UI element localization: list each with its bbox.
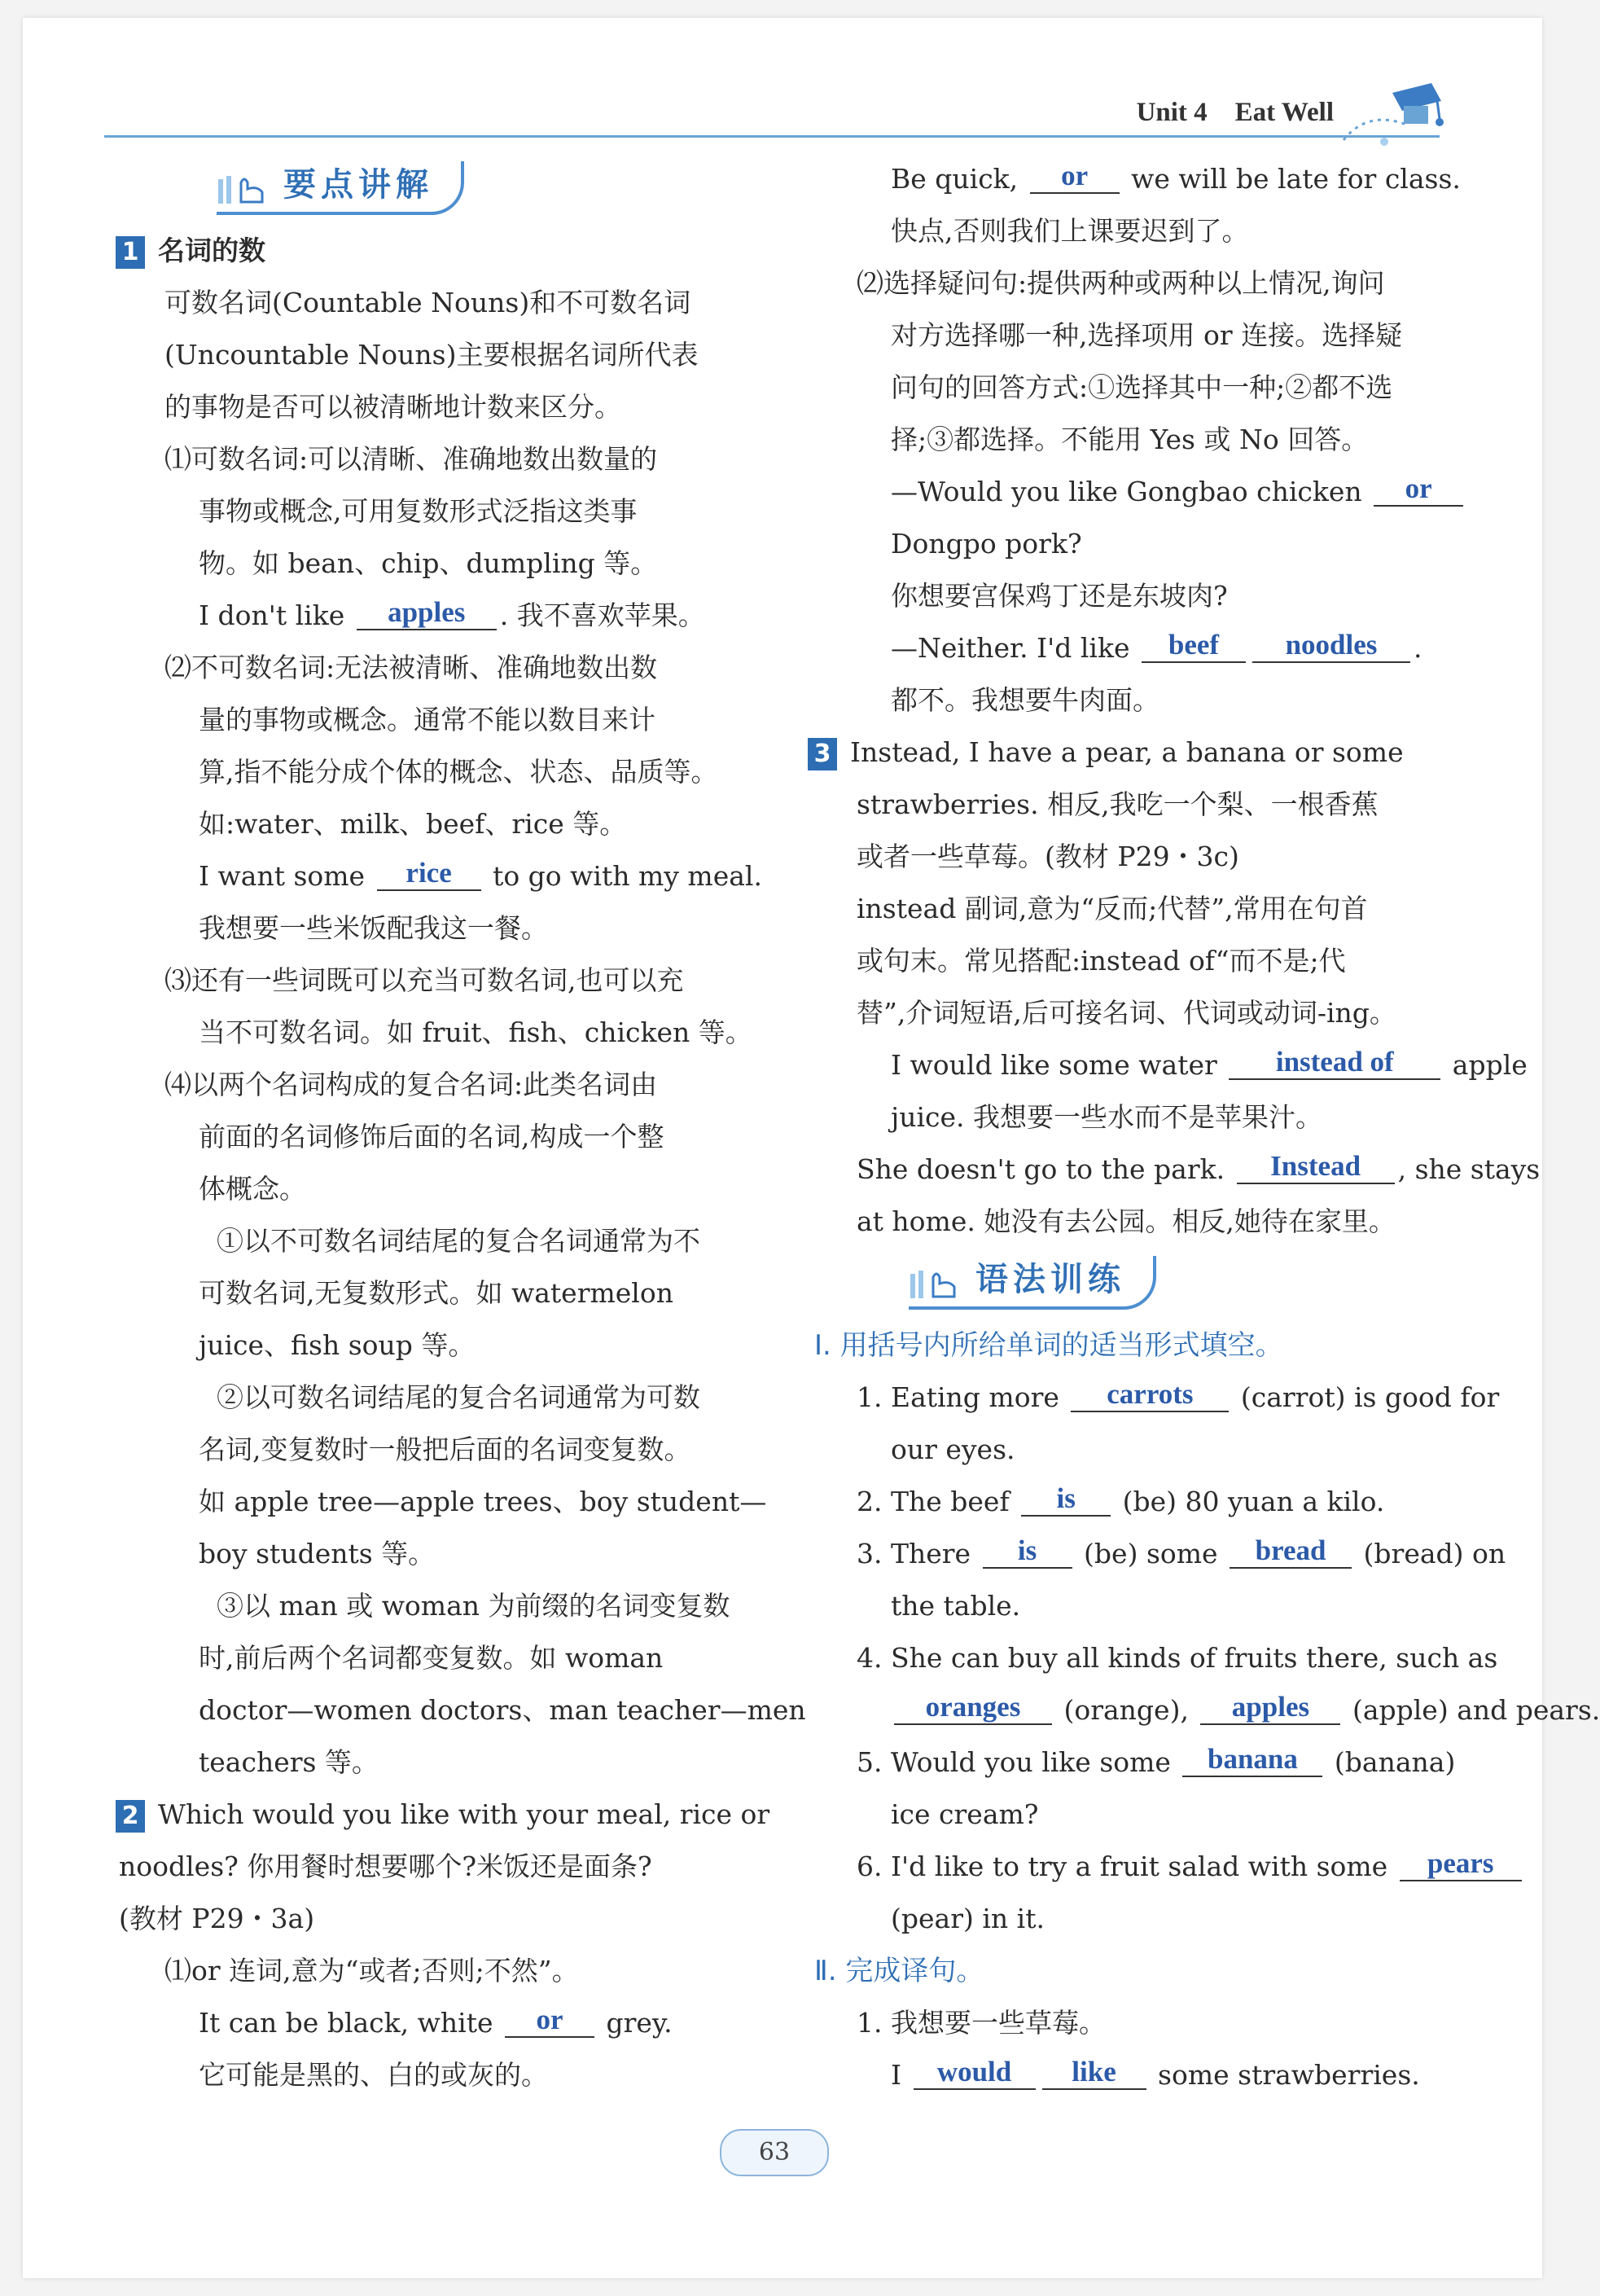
text-line	[811, 883, 1462, 935]
line-text: ice cream?	[891, 1798, 1039, 1830]
line-text: —Would you like Gongbao chicken	[891, 476, 1371, 507]
line-text: ⑵选择疑问句:提供两种或两种以上情况,询问	[857, 267, 1385, 299]
text-line	[119, 1580, 770, 1632]
text-line	[119, 1841, 770, 1893]
text-line	[811, 1091, 1462, 1144]
answer-blank[interactable]: is	[983, 1534, 1072, 1569]
answer-blank[interactable]: would	[914, 2056, 1036, 2090]
text-line	[119, 1372, 770, 1424]
text-line	[811, 1893, 1462, 1945]
answer-blank[interactable]: rice	[377, 857, 481, 891]
line-text: the table.	[891, 1590, 1021, 1622]
text-line	[119, 1267, 770, 1319]
text-line	[811, 935, 1462, 987]
text-line	[811, 674, 1462, 727]
text-line	[119, 1111, 770, 1163]
line-text: (banana)	[1326, 1746, 1456, 1778]
text-line	[811, 570, 1462, 622]
text-line	[119, 1528, 770, 1580]
line-text: 1. 我想要一些草莓。	[857, 2007, 1106, 2039]
line-text: She doesn't go to the park.	[857, 1153, 1234, 1185]
unit-heading	[1137, 98, 1334, 128]
text-line	[811, 518, 1462, 570]
line-text: —Neither. I'd like	[891, 632, 1138, 664]
text-line	[119, 1007, 770, 1059]
line-text: we will be late for class.	[1122, 163, 1461, 195]
text-line	[811, 1476, 1462, 1528]
text-line	[119, 1424, 770, 1476]
text-line	[119, 225, 770, 277]
line-text: 事物或概念,可用复数形式泛指这类事	[199, 495, 638, 527]
answer-blank[interactable]: like	[1042, 2056, 1146, 2090]
line-text: Be quick,	[891, 163, 1027, 195]
line-text: I don't like	[199, 599, 353, 631]
unit-title: Eat Well	[1234, 98, 1334, 127]
line-text: at home. 她没有去公园。相反,她待在家里。	[857, 1205, 1396, 1237]
answer-blank[interactable]: pears	[1400, 1847, 1522, 1881]
line-text: 1. Eating more	[857, 1381, 1068, 1413]
answer-blank[interactable]: oranges	[894, 1691, 1052, 1725]
line-text: instead 副词,意为“反而;代替”,常用在句首	[857, 893, 1368, 924]
text-line	[119, 1945, 770, 1997]
line-text: 可数名词,无复数形式。如 watermelon	[199, 1277, 673, 1309]
answer-blank[interactable]: apples	[1200, 1691, 1340, 1725]
line-text: I want some	[199, 860, 374, 892]
text-line	[811, 466, 1462, 518]
page-number: 63	[720, 2129, 829, 2176]
point-number-badge: 1	[116, 236, 145, 269]
line-text: 替”,介词短语,后可接名词、代词或动词-ing。	[857, 997, 1396, 1029]
answer-blank[interactable]: apples	[357, 596, 497, 630]
text-line	[119, 902, 770, 955]
text-line	[119, 329, 770, 381]
text-line	[811, 1789, 1462, 1841]
text-line	[811, 622, 1462, 674]
line-text: I would like some water	[891, 1049, 1226, 1081]
text-line	[119, 746, 770, 798]
text-line	[119, 1997, 770, 2049]
pointing-hand-icon	[909, 1259, 966, 1305]
line-text: 名词,变复数时一般把后面的名词变复数。	[199, 1433, 691, 1465]
line-text: 如:water、milk、beef、rice 等。	[199, 808, 627, 840]
graduation-hat-icon	[1335, 77, 1449, 151]
line-text: ⑵不可数名词:无法被清晰、准确地数出数	[164, 652, 658, 683]
text-line	[119, 1163, 770, 1215]
line-text: grey.	[597, 2007, 673, 2039]
text-line	[119, 798, 770, 850]
line-text: (Uncountable Nouns)主要根据名词所代表	[164, 339, 699, 371]
answer-blank[interactable]: or	[1030, 160, 1120, 194]
line-text: our eyes.	[891, 1433, 1015, 1465]
line-text: 量的事物或概念。通常不能以数目来计	[199, 704, 655, 735]
line-text: (pear) in it.	[891, 1903, 1045, 1934]
text-line	[119, 1684, 806, 1736]
line-text: 物。如 bean、chip、dumpling 等。	[199, 547, 658, 579]
text-line	[811, 205, 1462, 257]
text-line	[811, 1196, 1462, 1248]
text-line	[119, 1059, 770, 1111]
line-text: 我想要一些米饭配我这一餐。	[199, 912, 548, 944]
line-text: 时,前后两个名词都变复数。如 woman	[199, 1642, 664, 1674]
answer-blank[interactable]: carrots	[1071, 1378, 1229, 1412]
right-column	[811, 153, 1600, 2101]
point-number-badge: 2	[116, 1800, 145, 1833]
text-line	[811, 727, 1462, 779]
text-line	[811, 362, 1462, 414]
line-text: 对方选择哪一种,选择项用 or 连接。选择疑	[891, 319, 1403, 351]
text-line	[119, 955, 770, 1007]
line-text: (carrot) is good for	[1232, 1381, 1500, 1413]
answer-blank[interactable]: or	[1374, 472, 1463, 507]
text-line	[811, 309, 1462, 362]
line-text: juice. 我想要一些水而不是苹果汁。	[891, 1101, 1323, 1133]
workbook-page	[23, 18, 1600, 2278]
point-number-badge: 3	[808, 738, 837, 770]
line-text: 的事物是否可以被清晰地计数来区分。	[164, 391, 621, 423]
text-line	[811, 1997, 1462, 2049]
answer-blank[interactable]: instead of	[1229, 1046, 1440, 1080]
text-line	[811, 987, 1462, 1039]
line-text: ⑶还有一些词既可以充当可数名词,也可以充	[164, 964, 684, 996]
text-line	[119, 1632, 770, 1684]
line-text: 3. There	[857, 1538, 980, 1569]
line-text: juice、fish soup 等。	[199, 1329, 476, 1361]
line-text: (orange),	[1055, 1694, 1198, 1726]
line-text: boy students 等。	[199, 1538, 436, 1569]
line-text: noodles? 你用餐时想要哪个?米饭还是面条?	[119, 1850, 652, 1882]
line-text: 当不可数名词。如 fruit、fish、chicken 等。	[199, 1016, 752, 1048]
section-banner-points: 要点讲解	[119, 153, 770, 225]
line-text: 择;③都选择。不能用 Yes 或 No 回答。	[891, 424, 1369, 455]
line-text: teachers 等。	[199, 1746, 379, 1778]
line-text: 5. Would you like some	[857, 1746, 1180, 1778]
line-text: to go with my meal.	[484, 860, 762, 892]
answer-blank[interactable]: Instead	[1237, 1150, 1395, 1184]
text-line	[811, 831, 1462, 883]
answer-blank[interactable]: bread	[1230, 1534, 1352, 1569]
line-text: It can be black, white	[199, 2007, 502, 2039]
line-text: 算,指不能分成个体的概念、状态、品质等。	[199, 756, 718, 788]
line-text: (apple) and pears.	[1344, 1694, 1600, 1726]
line-text: (be) 80 yuan a kilo.	[1114, 1486, 1385, 1517]
point-heading: 名词的数	[158, 235, 265, 266]
text-line	[119, 1215, 770, 1267]
line-text: 快点,否则我们上课要迟到了。	[891, 215, 1249, 247]
point-heading: Instead, I have a pear, a banana or some	[850, 736, 1404, 768]
line-text: ②以可数名词结尾的复合名词通常为可数	[217, 1381, 700, 1413]
answer-blank[interactable]: beef	[1142, 629, 1246, 663]
answer-blank[interactable]: or	[505, 2004, 594, 2038]
text-line	[811, 1632, 1498, 1684]
text-line	[811, 2049, 1462, 2101]
line-text: 体概念。	[199, 1173, 306, 1205]
line-text: some strawberries.	[1149, 2059, 1420, 2091]
text-line	[119, 538, 770, 590]
line-text: 4. She can buy all kinds of fruits there, such as	[857, 1642, 1498, 1674]
line-text: Dongpo pork?	[891, 528, 1082, 560]
line-text: ①以不可数名词结尾的复合名词通常为不	[217, 1225, 700, 1257]
line-text: 前面的名词修饰后面的名词,构成一个整	[199, 1121, 664, 1152]
text-line	[811, 1684, 1600, 1736]
text-line	[119, 2049, 770, 2101]
text-line	[811, 1528, 1506, 1580]
answer-blank[interactable]: is	[1021, 1482, 1111, 1517]
line-text: ⑴or 连词,意为“或者;否则;不然”。	[164, 1955, 579, 1987]
pointing-hand-icon	[217, 165, 274, 210]
line-text: I	[891, 2059, 910, 2091]
line-text: 2. The beef	[857, 1486, 1019, 1517]
text-line	[119, 590, 770, 642]
line-text: doctor—women doctors、man teacher—men	[199, 1694, 806, 1726]
line-text: 它可能是黑的、白的或灰的。	[199, 2059, 548, 2091]
line-text: apple	[1444, 1049, 1528, 1081]
text-line	[811, 1039, 1528, 1091]
text-line	[119, 642, 770, 694]
exercise-section-title: Ⅰ. 用括号内所给单词的适当形式填空。	[814, 1329, 1283, 1362]
page-header	[104, 85, 1440, 138]
line-text: 都不。我想要牛肉面。	[891, 684, 1159, 716]
text-line	[119, 1476, 770, 1528]
line-text: ⑷以两个名词构成的复合名词:此类名词由	[164, 1069, 658, 1100]
line-text: strawberries. 相反,我吃一个梨、一根香蕉	[857, 788, 1379, 820]
text-line	[119, 433, 770, 485]
text-line	[119, 381, 770, 433]
section-banner-grammar: 语法训练	[811, 1248, 1462, 1319]
text-line	[119, 485, 770, 538]
text-line	[119, 1893, 770, 1945]
line-text: . 我不喜欢苹果。	[499, 599, 705, 631]
line-text: , she stays	[1397, 1153, 1541, 1185]
text-line	[119, 277, 770, 329]
line-text: (bread) on	[1355, 1538, 1506, 1569]
line-text: (教材 P29・3a)	[119, 1903, 315, 1934]
line-text: ③以 man 或 woman 为前缀的名词变复数	[217, 1590, 730, 1622]
line-text: (be) some	[1075, 1538, 1227, 1569]
line-text: ⑴可数名词:可以清晰、准确地数出数量的	[164, 443, 658, 475]
text-line	[811, 153, 1462, 205]
text-line	[811, 1424, 1462, 1476]
text-line	[811, 1841, 1494, 1893]
text-line	[811, 414, 1462, 466]
text-line	[119, 1736, 770, 1789]
line-text: 问句的回答方式:①选择其中一种;②都不选	[891, 371, 1393, 403]
text-line	[119, 850, 770, 902]
text-line	[119, 1319, 770, 1372]
exercise-section-title: Ⅱ. 完成译句。	[814, 1955, 984, 1987]
text-line	[811, 257, 1462, 309]
line-text: 或者一些草莓。(教材 P29・3c)	[857, 841, 1239, 872]
line-text: 6. I'd like to try a fruit salad with some	[857, 1850, 1396, 1882]
line-text: 或句末。常见搭配:instead of“而不是;代	[857, 945, 1346, 977]
line-text: 如 apple tree—apple trees、boy student—	[199, 1486, 767, 1517]
line-text: .	[1413, 632, 1422, 664]
line-text: 可数名词(Countable Nouns)和不可数名词	[164, 287, 691, 318]
answer-blank[interactable]: noodles	[1252, 629, 1410, 663]
text-line	[119, 694, 770, 746]
text-line	[811, 779, 1462, 831]
unit-label: Unit 4	[1136, 98, 1208, 127]
text-line	[811, 1736, 1462, 1789]
answer-blank[interactable]: banana	[1182, 1743, 1322, 1777]
text-line	[811, 1144, 1541, 1196]
text-line	[119, 1789, 770, 1841]
text-line	[811, 1372, 1500, 1424]
line-text: 你想要宫保鸡丁还是东坡肉?	[891, 580, 1228, 612]
text-line	[811, 1580, 1462, 1632]
point-heading: Which would you like with your meal, rice or	[158, 1798, 770, 1830]
left-column	[119, 153, 806, 2101]
